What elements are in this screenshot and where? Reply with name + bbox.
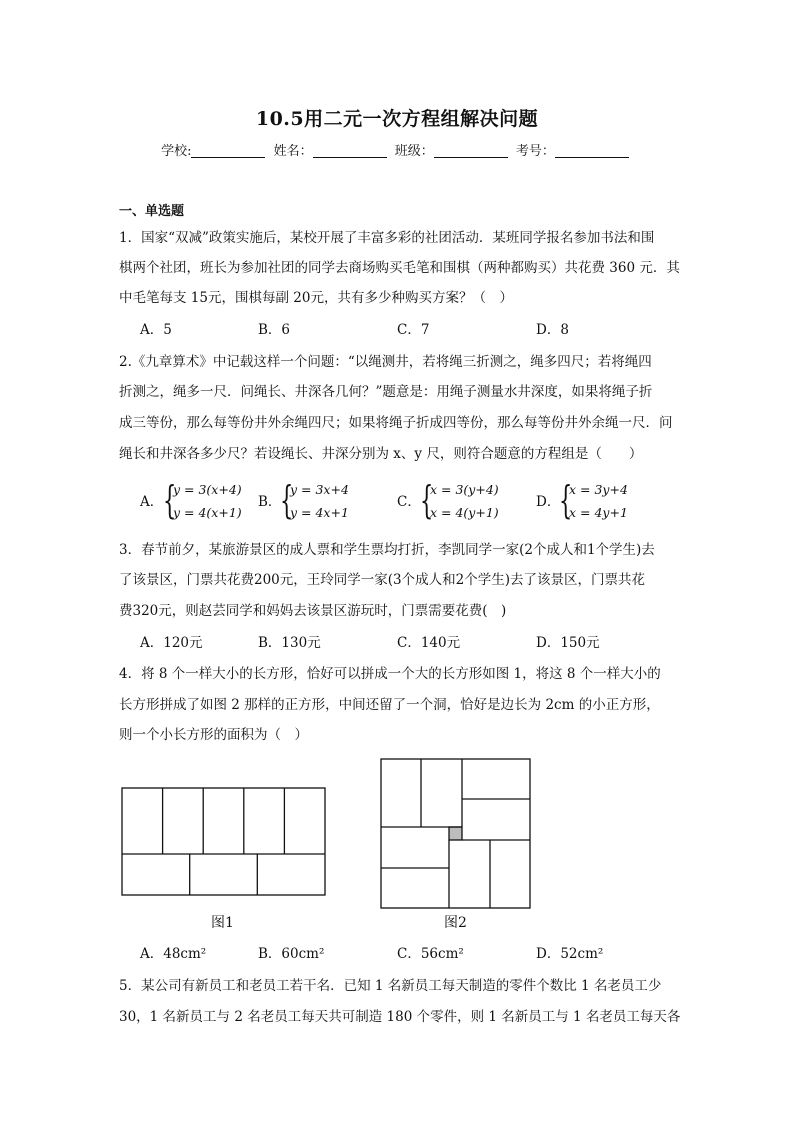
q4-option-d: D．52cm² [536, 946, 604, 962]
name-blank [313, 144, 387, 158]
q4-line: 长方形拼成了如图 2 那样的正方形，中间还留了一个洞，恰好是边长为 2cm 的小正方形， [119, 697, 660, 713]
q2-option-a-brace: { [163, 478, 177, 522]
q3-option-c: C．140元 [397, 635, 461, 651]
name-label: 姓名： [273, 144, 313, 159]
q5-line: 30，1 名新员工与 2 名老员工每天共可制造 180 个零件，则 1 名新员工与 1 名老员工每天各 [119, 1009, 681, 1025]
q2-line: 绳长和井深各多少尺？若设绳长、井深分别为 x、y 尺，则符合题意的方程组是（ ） [119, 446, 643, 462]
q2-option-a-label: A． [140, 494, 164, 510]
q3-option-d: D．150元 [536, 635, 600, 651]
q2-option-b-label: B． [258, 494, 282, 510]
exam-label: 考号： [515, 144, 555, 159]
q2-option-d-label: D． [536, 494, 561, 510]
school-blank [191, 144, 265, 158]
q1-line: 1．国家“双减”政策实施后，某校开展了丰富多彩的社团活动．某班同学报名参加书法和围 [119, 230, 655, 246]
exam-blank [555, 144, 629, 158]
q4-line: 4．将 8 个一样大小的长方形，恰好可以拼成一个大的长方形如图 1，将这 8 个一样大小的 [119, 666, 661, 682]
q2-line: 2.《九章算术》中记载这样一个问题：“以绳测井，若将绳三折测之，绳多四尺；若将绳四 [119, 354, 652, 370]
q2-line: 折测之，绳多一尺．问绳长、井深各几何？”题意是：用绳子测量水井深度，如果将绳子折 [119, 384, 653, 400]
q2-option-d-eq1: x = 3y+4 [569, 482, 628, 497]
q1-option-b: B．6 [258, 322, 291, 338]
q2-option-c-brace: { [420, 478, 434, 522]
figure-2-square [380, 758, 532, 910]
q2-option-a-eq2: y = 4(x+1) [173, 505, 242, 520]
q1-line: 中毛笔每支 15元，围棋每副 20元，共有多少种购买方案？（ ） [119, 290, 513, 306]
q2-line: 成三等份，那么每等份井外余绳四尺；如果将绳子折成四等份，那么每等份井外余绳一尺．问 [119, 415, 673, 431]
class-blank [434, 144, 508, 158]
q2-option-b-brace: { [280, 478, 294, 522]
q4-option-b: B．60cm² [258, 946, 325, 962]
q2-option-b-eq2: y = 4x+1 [290, 505, 349, 520]
figure-2-caption: 图2 [444, 915, 467, 931]
q2-option-c-label: C． [397, 494, 421, 510]
section-heading: 一、单选题 [119, 204, 185, 219]
q1-option-a: A．5 [140, 322, 172, 338]
page-title: 10.5用二元一次方程组解决问题 [255, 108, 539, 130]
q1-option-d: D．8 [536, 322, 569, 338]
q1-line: 棋两个社团，班长为参加社团的同学去商场购买毛笔和围棋（两种都购买）共花费 360 元．其 [119, 260, 680, 276]
fig1-outer-rect [122, 788, 325, 895]
q4-line: 则一个小长方形的面积为（ ） [119, 727, 308, 743]
q3-line: 了该景区，门票共花费200元，王玲同学一家(3个成人和2个学生)去了该景区，门票共花 [119, 572, 645, 588]
q2-option-c-eq2: x = 4(y+1) [430, 505, 499, 520]
q5-line: 5．某公司有新员工和老员工若干名．已知 1 名新员工每天制造的零件个数比 1 名老员工少 [119, 978, 662, 994]
q2-option-d-brace: { [559, 478, 573, 522]
figure-1-caption: 图1 [211, 915, 234, 931]
q3-option-a: A．120元 [140, 635, 203, 651]
q2-option-c-eq1: x = 3(y+4) [430, 482, 499, 497]
q2-option-b-eq1: y = 3x+4 [290, 482, 349, 497]
q1-option-c: C．7 [397, 322, 430, 338]
student-info-line [0, 140, 794, 159]
q2-option-a-eq1: y = 3(x+4) [173, 482, 242, 497]
figure-1-rectangles [121, 787, 327, 897]
fig2-center-hole [449, 827, 462, 840]
class-label: 班级： [394, 144, 434, 159]
q4-option-a: A．48cm² [140, 946, 207, 962]
q3-line: 3．春节前夕，某旅游景区的成人票和学生票均打折，李凯同学一家(2个成人和1个学生)去 [119, 542, 655, 558]
q4-option-c: C．56cm² [397, 946, 464, 962]
q3-option-b: B．130元 [258, 635, 321, 651]
q3-line: 费320元，则赵芸同学和妈妈去该景区游玩时，门票需要花费( ) [119, 603, 507, 619]
q2-option-d-eq2: x = 4y+1 [569, 505, 628, 520]
school-label: 学校: [161, 144, 192, 159]
